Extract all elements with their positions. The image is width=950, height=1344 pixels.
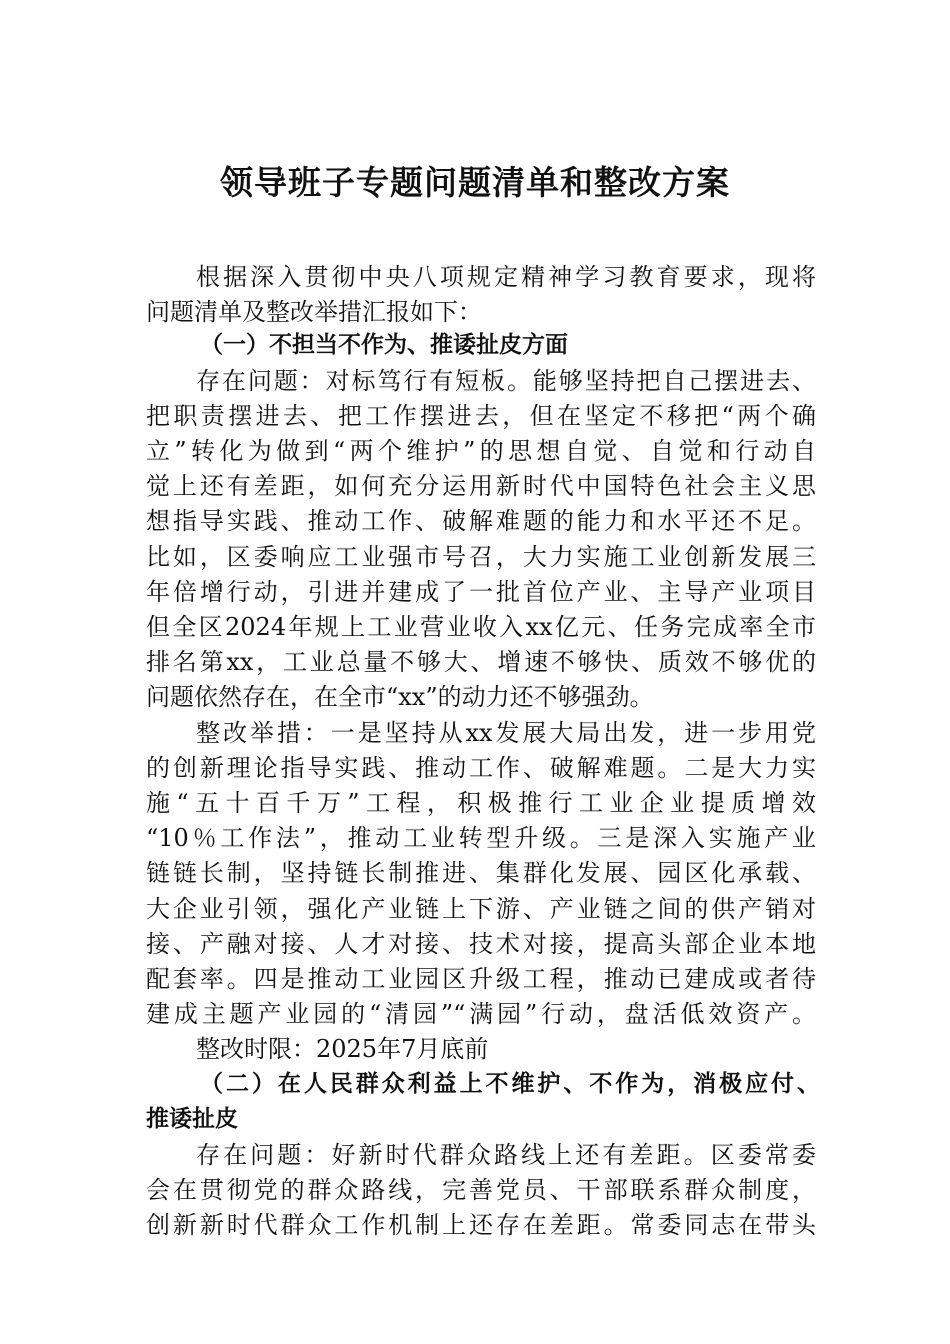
- paragraph-line: 存在问题：对标笃行有短板。能够坚持把自己摆进去、: [196, 367, 816, 395]
- paragraph-line: 想指导实践、推动工作、破解难题的能力和水平还不足。: [146, 507, 816, 535]
- paragraph-line: 但全区2024年规上工业营业收入xx亿元、任务完成率全市: [146, 613, 816, 641]
- section-heading: （二）在人民群众利益上不维护、不作为，消极应付、: [200, 1070, 820, 1097]
- section-heading: （一）不担当不作为、推诿扯皮方面: [200, 331, 568, 358]
- paragraph-line: 问题依然存在，在全市“xx”的动力还不够强劲。: [146, 683, 654, 711]
- paragraph-line: “10％工作法”，推动工业转型升级。三是深入实施产业: [146, 824, 816, 852]
- paragraph-line: 整改举措：一是坚持从xx发展大局出发，进一步用党: [196, 719, 816, 747]
- paragraph-line: 存在问题：好新时代群众路线上还有差距。区委常委: [196, 1141, 816, 1169]
- paragraph-line: 大企业引领，强化产业链上下游、产业链之间的供产销对: [146, 895, 816, 923]
- paragraph-line: 链链长制，坚持链长制推进、集群化发展、园区化承载、: [146, 859, 816, 887]
- paragraph-line: 建成主题产业园的“清园”“满园”行动，盘活低效资产。: [146, 1000, 816, 1028]
- paragraph-line: 年倍增行动，引进并建成了一批首位产业、主导产业项目: [146, 578, 816, 606]
- paragraph-line: 比如，区委响应工业强市号召，大力实施工业创新发展三: [146, 543, 816, 571]
- paragraph-line: 把职责摆进去、把工作摆进去，但在坚定不移把“两个确: [146, 402, 816, 430]
- paragraph-line: 问题清单及整改举措汇报如下：: [146, 298, 482, 326]
- paragraph-line: 立”转化为做到“两个维护”的思想自觉、自觉和行动自: [146, 437, 816, 465]
- paragraph-line: 会在贯彻党的群众路线，完善党员、干部联系群众制度，: [146, 1176, 816, 1204]
- paragraph-line: 接、产融对接、人才对接、技术对接，提高头部企业本地: [146, 930, 816, 958]
- paragraph-line: 整改时限：2025年7月底前: [196, 1035, 489, 1063]
- document-title: 领导班子专题问题清单和整改方案: [220, 163, 730, 202]
- paragraph-line: 觉上还有差距，如何充分运用新时代中国特色社会主义思: [146, 472, 816, 500]
- paragraph-line: 配套率。四是推动工业园区升级工程，推动已建成或者待: [146, 965, 816, 993]
- section-heading-continued: 推诿扯皮: [146, 1105, 238, 1132]
- paragraph-line: 的创新理论指导实践、推动工作、破解难题。二是大力实: [146, 754, 816, 782]
- paragraph-line: 根据深入贯彻中央八项规定精神学习教育要求，现将: [196, 263, 816, 291]
- paragraph-line: 排名第xx，工业总量不够大、增速不够快、质效不够优的: [146, 648, 816, 676]
- paragraph-line: 创新新时代群众工作机制上还存在差距。常委同志在带头: [146, 1211, 816, 1239]
- paragraph-line: 施“五十百千万”工程，积极推行工业企业提质增效: [146, 789, 816, 817]
